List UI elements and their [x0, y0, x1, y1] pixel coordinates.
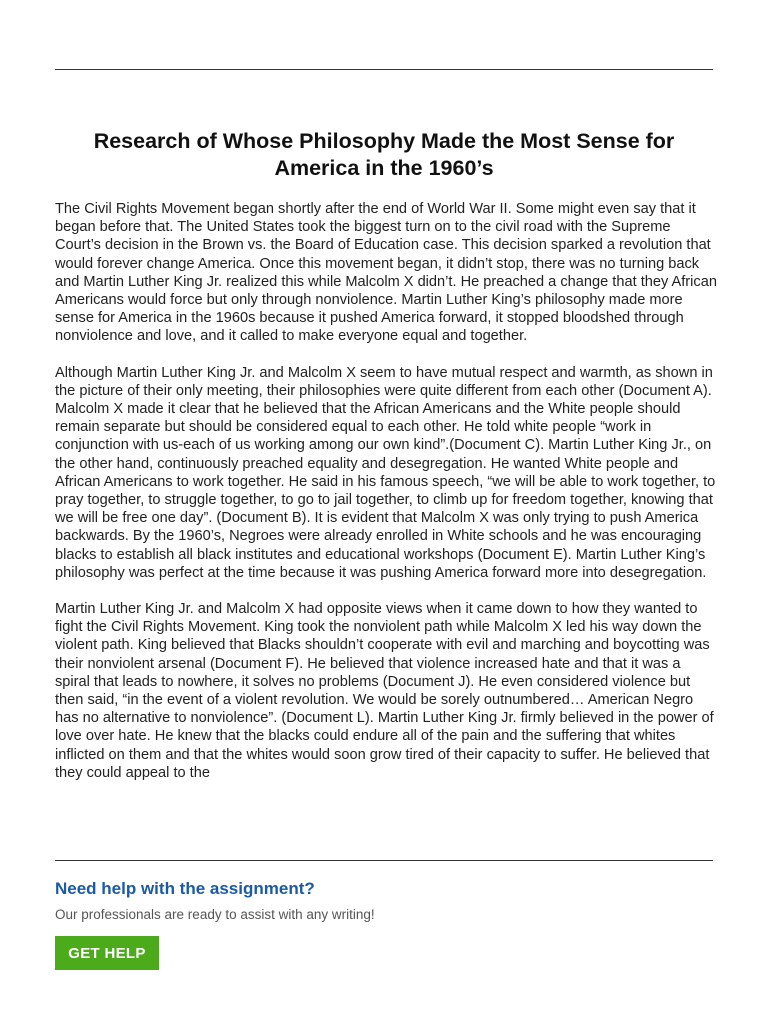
cta-subtext: Our professionals are ready to assist with any writing! — [55, 907, 375, 922]
paragraph-2: Although Martin Luther King Jr. and Malcolm X seem to have mutual respect and warmth, as shown in the picture of their only meeting, their philosophies were quite different from each other (Document A). Malcolm X made it clear that he believed that the African Americans and the White people should remain separate but should be considered equal to each other. He told white people “work in conjunction with us-each of us working among our own kind”.(Document C). Martin Luther King Jr., on the other hand, continuously preached equality and desegregation. He wanted White people and African Americans to work together. He said in his famous speech, “we will be able to work together, to pray together, to struggle together, to go to jail together, to climb up for freedom together, knowing that we will be free one day”. (Document B). It is evident that Malcolm X was only trying to push America backwards. By the 1960’s, Negroes were already enrolled in White schools and he was encouraging blacks to establish all black institutes and educational workshops (Document E). Martin Luther King’s philosophy was perfect at the time because it was pushing America forward more into desegregation. — [55, 364, 716, 581]
bottom-divider — [55, 860, 713, 861]
top-divider — [55, 69, 713, 70]
get-help-button[interactable]: GET HELP — [55, 936, 159, 970]
document-title: Research of Whose Philosophy Made the Most Sense for America in the 1960’s — [93, 129, 675, 180]
paragraph-1: The Civil Rights Movement began shortly after the end of World War II. Some might even say that it began before that. The United States took the biggest turn on to the civil road with the Supreme Court’s decision in the Brown vs. the Board of Education case. This decision sparked a revolution that would forever change America. Once this movement began, it didn’t stop, there was no turning back and Martin Luther King Jr. realized this while Malcolm X didn’t. He preached a change that they African Americans would force but only through nonviolence. Martin Luther King’s philosophy made more sense for America in the 1960s because it pushed America forward, it stopped bloodshed through nonviolence and love, and it called to make everyone equal and together. — [55, 201, 717, 345]
cta-heading: Need help with the assignment? — [55, 879, 315, 898]
paragraph-3: Martin Luther King Jr. and Malcolm X had opposite views when it came down to how they wanted to fight the Civil Rights Movement. King took the nonviolent path while Malcolm X led his way down the violent path. King believed that Blacks shouldn’t cooperate with evil and marching and boycotting was their nonviolent arsenal (Document F). He believed that violence increased hate and that it was a spiral that leads to nowhere, it solves no problems (Document J). He even considered violence but then said, “in the event of a violent revolution. We would be sorely outnumbered… American Negro has no alternative to nonviolence”. (Document L). Martin Luther King Jr. firmly believed in the power of love over hate. He knew that the blacks could endure all of the pain and the suffering that whites inflicted on them and that the whites would soon grow tired of their capacity to suffer. He believed that they could appeal to the — [55, 601, 714, 781]
document-body — [55, 200, 717, 800]
